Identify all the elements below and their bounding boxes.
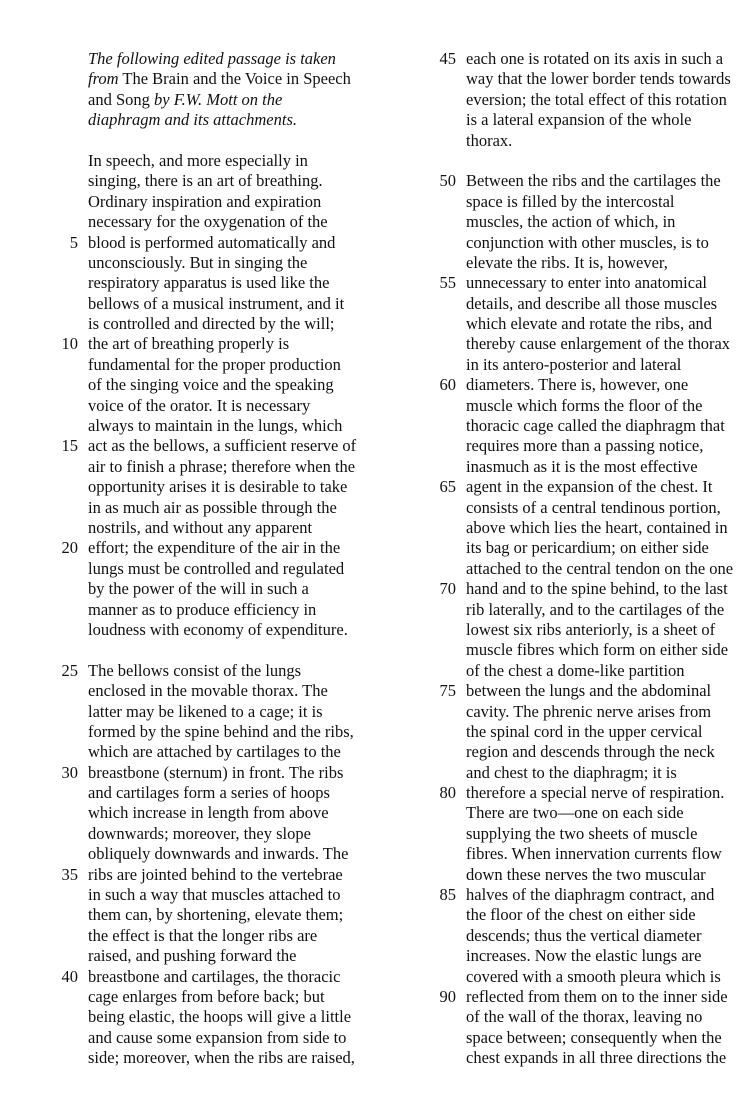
text-line bbox=[88, 355, 388, 375]
line-number: 50 bbox=[439, 171, 456, 191]
right-passage bbox=[439, 49, 753, 1069]
text-line bbox=[466, 1028, 753, 1048]
text-line bbox=[466, 865, 753, 885]
text-line bbox=[466, 702, 753, 722]
left-column bbox=[61, 49, 388, 1069]
text-line bbox=[88, 844, 388, 864]
text-line bbox=[88, 171, 388, 191]
line-text: breastbone (sternum) in front. The ribs bbox=[88, 762, 344, 782]
intro-title-text: and Song bbox=[88, 89, 150, 109]
line-text: in as much air as possible through the bbox=[88, 497, 337, 517]
text-line bbox=[88, 273, 388, 293]
text-line bbox=[61, 334, 388, 354]
line-text: ribs are jointed behind to the vertebrae bbox=[88, 864, 343, 884]
line-text: is controlled and directed by the will; bbox=[88, 314, 335, 334]
line-text: fundamental for the proper production bbox=[88, 354, 341, 374]
intro-text: The following edited passage is taken bbox=[88, 49, 336, 68]
line-text: There are two—one on each side bbox=[466, 803, 684, 823]
text-line bbox=[466, 967, 753, 987]
text-line bbox=[88, 783, 388, 803]
line-number: 25 bbox=[61, 660, 78, 680]
line-number: 75 bbox=[439, 681, 456, 701]
left-passage bbox=[61, 150, 388, 1069]
text-line bbox=[466, 110, 753, 130]
text-line bbox=[466, 905, 753, 925]
line-text: rib laterally, and to the cartilages of the bbox=[466, 599, 725, 619]
paragraph-gap bbox=[466, 151, 753, 171]
text-line bbox=[466, 314, 753, 334]
text-line bbox=[88, 294, 388, 314]
text-line bbox=[466, 131, 753, 151]
line-text: thorax. bbox=[466, 130, 513, 150]
text-line bbox=[88, 600, 388, 620]
text-line bbox=[88, 1048, 388, 1068]
line-number: 30 bbox=[61, 762, 78, 782]
line-text: bellows of a musical instrument, and it bbox=[88, 293, 345, 313]
text-line bbox=[88, 375, 388, 395]
text-line bbox=[466, 294, 753, 314]
line-text: which elevate and rotate the ribs, and bbox=[466, 314, 713, 334]
line-number: 55 bbox=[439, 273, 456, 293]
text-line bbox=[466, 436, 753, 456]
line-text: breastbone and cartilages, the thoracic bbox=[88, 966, 341, 986]
text-line bbox=[88, 498, 388, 518]
line-text: descends; thus the vertical diameter bbox=[466, 925, 702, 945]
line-text: In speech, and more especially in bbox=[88, 150, 308, 170]
text-line bbox=[466, 559, 753, 579]
line-text: loudness with economy of expenditure. bbox=[88, 619, 348, 639]
text-line bbox=[466, 396, 753, 416]
line-text: the effect is that the longer ribs are bbox=[88, 925, 318, 945]
intro-title-text: The Brain and the Voice in Speech bbox=[118, 69, 351, 89]
line-text: downwards; moreover, they slope bbox=[88, 823, 311, 843]
line-text: lowest six ribs anteriorly, is a sheet of bbox=[466, 619, 716, 639]
line-text: cavity. The phrenic nerve arises from bbox=[466, 701, 712, 721]
text-line bbox=[466, 355, 753, 375]
text-line bbox=[466, 498, 753, 518]
text-line bbox=[88, 885, 388, 905]
text-line bbox=[88, 212, 388, 232]
line-number: 65 bbox=[439, 477, 456, 497]
line-text: latter may be likened to a cage; it is bbox=[88, 701, 323, 721]
line-text: eversion; the total effect of this rotation bbox=[466, 89, 727, 109]
text-line bbox=[88, 681, 388, 701]
text-line bbox=[439, 273, 753, 293]
text-line bbox=[439, 783, 753, 803]
text-line bbox=[88, 151, 388, 171]
line-text: voice of the orator. It is necessary bbox=[88, 395, 311, 415]
line-text: diameters. There is, however, one bbox=[466, 375, 689, 395]
intro-text: by F.W. Mott on the bbox=[149, 89, 283, 109]
text-line bbox=[439, 681, 753, 701]
line-text: in its antero-posterior and lateral bbox=[466, 354, 682, 374]
paragraph-gap bbox=[88, 640, 388, 660]
text-line bbox=[466, 69, 753, 89]
line-number: 35 bbox=[61, 864, 78, 884]
line-text: muscle fibres which form on either side bbox=[466, 640, 729, 660]
line-text: inasmuch as it is the most effective bbox=[466, 456, 698, 476]
line-number: 20 bbox=[61, 538, 78, 558]
intro-text: diaphragm and its attachments. bbox=[88, 110, 297, 130]
text-line bbox=[61, 966, 388, 987]
line-text: thoracic cage called the diaphragm that bbox=[466, 416, 725, 436]
right-column bbox=[439, 49, 753, 1069]
line-text: and cause some expansion from side to bbox=[88, 1027, 347, 1047]
line-text: between the lungs and the abdominal bbox=[466, 681, 712, 701]
text-line bbox=[88, 702, 388, 722]
line-text: always to maintain in the lungs, which bbox=[88, 416, 343, 436]
line-text: manner as to produce efficiency in bbox=[88, 599, 317, 619]
text-line bbox=[88, 314, 388, 334]
text-line bbox=[88, 416, 388, 436]
line-text: air to finish a phrase; therefore when the bbox=[88, 456, 356, 476]
text-line bbox=[88, 824, 388, 844]
text-line bbox=[466, 661, 753, 681]
line-text: them can, by shortening, elevate them; bbox=[88, 905, 344, 925]
text-line bbox=[88, 1007, 388, 1027]
text-line bbox=[466, 457, 753, 477]
intro-line bbox=[88, 49, 388, 69]
line-text: the art of breathing properly is bbox=[88, 334, 290, 354]
line-text: Ordinary inspiration and expiration bbox=[88, 191, 322, 211]
text-line bbox=[466, 1007, 753, 1027]
line-text: conjunction with other muscles, is to bbox=[466, 232, 709, 252]
line-text: by the power of the will in such a bbox=[88, 579, 309, 599]
text-line bbox=[466, 416, 753, 436]
text-line bbox=[61, 538, 388, 558]
line-text: side; moreover, when the ribs are raised, bbox=[88, 1048, 355, 1068]
text-line bbox=[88, 559, 388, 579]
intro-note bbox=[88, 49, 388, 131]
text-line bbox=[466, 253, 753, 273]
text-line bbox=[466, 844, 753, 864]
line-text: effort; the expenditure of the air in the bbox=[88, 538, 341, 558]
line-text: the spinal cord in the upper cervical bbox=[466, 721, 703, 741]
line-text: and cartilages form a series of hoops bbox=[88, 783, 330, 803]
text-line bbox=[61, 436, 388, 456]
text-line bbox=[439, 477, 753, 497]
line-text: above which lies the heart, contained in bbox=[466, 517, 728, 537]
line-text: and chest to the diaphragm; it is bbox=[466, 762, 677, 782]
line-text: which are attached by cartilages to the bbox=[88, 742, 341, 762]
text-line bbox=[466, 763, 753, 783]
line-text: muscles, the action of which, in bbox=[466, 212, 676, 232]
text-line bbox=[439, 375, 753, 395]
intro-line bbox=[88, 90, 388, 110]
line-text: attached to the central tendon on the one bbox=[466, 558, 734, 578]
line-text: Between the ribs and the cartilages the bbox=[466, 171, 721, 191]
text-line bbox=[466, 1048, 753, 1068]
text-line bbox=[466, 233, 753, 253]
line-text: being elastic, the hoops will give a little bbox=[88, 1007, 352, 1027]
line-text: thereby cause enlargement of the thorax bbox=[466, 334, 731, 354]
paragraph-gap bbox=[88, 131, 388, 151]
text-line bbox=[466, 722, 753, 742]
line-text: fibres. When innervation currents flow bbox=[466, 844, 722, 864]
line-text: lungs must be controlled and regulated bbox=[88, 558, 345, 578]
line-text: blood is performed automatically and bbox=[88, 232, 336, 252]
text-line bbox=[88, 579, 388, 599]
line-text: supplying the two sheets of muscle bbox=[466, 823, 698, 843]
line-number: 60 bbox=[439, 375, 456, 395]
line-text: muscle which forms the floor of the bbox=[466, 395, 703, 415]
line-text: covered with a smooth pleura which is bbox=[466, 966, 721, 986]
text-line bbox=[88, 742, 388, 762]
text-line bbox=[88, 253, 388, 273]
line-number: 5 bbox=[69, 232, 78, 252]
line-text: opportunity arises it is desirable to take bbox=[88, 477, 348, 497]
line-text: consists of a central tendinous portion, bbox=[466, 497, 721, 517]
line-number: 45 bbox=[439, 49, 456, 68]
text-line bbox=[466, 620, 753, 640]
text-line bbox=[466, 926, 753, 946]
line-text: of the singing voice and the speaking bbox=[88, 375, 334, 395]
text-line bbox=[88, 457, 388, 477]
text-line bbox=[88, 477, 388, 497]
text-line bbox=[466, 946, 753, 966]
line-text: formed by the spine behind and the ribs, bbox=[88, 721, 354, 741]
line-text: necessary for the oxygenation of the bbox=[88, 212, 328, 232]
text-line bbox=[61, 864, 388, 885]
text-line bbox=[466, 600, 753, 620]
line-text: elevate the ribs. It is, however, bbox=[466, 252, 668, 272]
line-text: increases. Now the elastic lungs are bbox=[466, 946, 702, 966]
line-text: obliquely downwards and inwards. The bbox=[88, 844, 349, 864]
text-line bbox=[88, 905, 388, 925]
line-text: in such a way that muscles attached to bbox=[88, 885, 341, 905]
line-text: The bellows consist of the lungs bbox=[88, 660, 302, 680]
text-line bbox=[61, 762, 388, 783]
text-line bbox=[439, 986, 753, 1007]
line-text: space is filled by the intercostal bbox=[466, 191, 675, 211]
text-line bbox=[439, 49, 753, 69]
line-text: therefore a special nerve of respiration. bbox=[466, 783, 725, 803]
line-number: 70 bbox=[439, 579, 456, 599]
line-text: unconsciously. But in singing the bbox=[88, 252, 308, 272]
line-text: raised, and pushing forward the bbox=[88, 946, 297, 966]
line-text: cage enlarges from before back; but bbox=[88, 986, 325, 1006]
text-line bbox=[88, 803, 388, 823]
text-line bbox=[88, 987, 388, 1007]
line-text: halves of the diaphragm contract, and bbox=[466, 885, 715, 905]
text-line bbox=[88, 518, 388, 538]
line-text: of the wall of the thorax, leaving no bbox=[466, 1007, 703, 1027]
line-text: agent in the expansion of the chest. It bbox=[466, 477, 713, 497]
text-line bbox=[466, 538, 753, 558]
text-line bbox=[88, 396, 388, 416]
intro-text: from bbox=[88, 69, 119, 89]
line-text: nostrils, and without any apparent bbox=[88, 517, 313, 537]
text-line bbox=[466, 803, 753, 823]
text-line bbox=[439, 885, 753, 905]
line-text: each one is rotated on its axis in such a bbox=[466, 49, 724, 68]
intro-line bbox=[88, 110, 388, 130]
line-text: its bag or pericardium; on either side bbox=[466, 538, 709, 558]
text-line bbox=[466, 742, 753, 762]
line-number: 40 bbox=[61, 966, 78, 986]
text-line bbox=[88, 722, 388, 742]
text-line bbox=[466, 334, 753, 354]
line-text: unnecessary to enter into anatomical bbox=[466, 273, 707, 293]
text-line bbox=[88, 946, 388, 966]
text-line bbox=[439, 171, 753, 191]
line-text: act as the bellows, a sufficient reserve of bbox=[88, 436, 357, 456]
line-text: is a lateral expansion of the whole bbox=[466, 110, 692, 130]
line-text: singing, there is an art of breathing. bbox=[88, 171, 323, 191]
text-line bbox=[466, 518, 753, 538]
line-number: 80 bbox=[439, 783, 456, 803]
text-line bbox=[88, 620, 388, 640]
line-text: the floor of the chest on either side bbox=[466, 905, 696, 925]
line-text: details, and describe all those muscles bbox=[466, 293, 718, 313]
line-text: space between; consequently when the bbox=[466, 1027, 722, 1047]
text-line bbox=[61, 660, 388, 681]
text-line bbox=[466, 212, 753, 232]
intro-line bbox=[88, 69, 388, 89]
text-line bbox=[88, 1028, 388, 1048]
line-text: respiratory apparatus is used like the bbox=[88, 273, 330, 293]
text-line bbox=[88, 926, 388, 946]
line-number: 90 bbox=[439, 986, 456, 1006]
text-line bbox=[69, 232, 388, 253]
line-number: 10 bbox=[61, 334, 78, 354]
line-text: reflected from them on to the inner side bbox=[466, 986, 728, 1006]
line-number: 15 bbox=[61, 436, 78, 456]
text-line bbox=[466, 640, 753, 660]
text-line bbox=[466, 192, 753, 212]
text-line bbox=[466, 90, 753, 110]
line-text: down these nerves the two muscular bbox=[466, 864, 706, 884]
line-number: 85 bbox=[439, 885, 456, 905]
line-text: hand and to the spine behind, to the last bbox=[466, 579, 728, 599]
line-text: region and descends through the neck bbox=[466, 742, 715, 762]
text-line bbox=[88, 192, 388, 212]
line-text: of the chest a dome-like partition bbox=[466, 660, 685, 680]
line-text: enclosed in the movable thorax. The bbox=[88, 681, 328, 701]
text-line bbox=[466, 824, 753, 844]
line-text: which increase in length from above bbox=[88, 803, 329, 823]
text-line bbox=[439, 579, 753, 599]
line-text: chest expands in all three directions the bbox=[466, 1048, 727, 1068]
line-text: requires more than a passing notice, bbox=[466, 436, 704, 456]
line-text: way that the lower border tends towards bbox=[466, 69, 731, 89]
